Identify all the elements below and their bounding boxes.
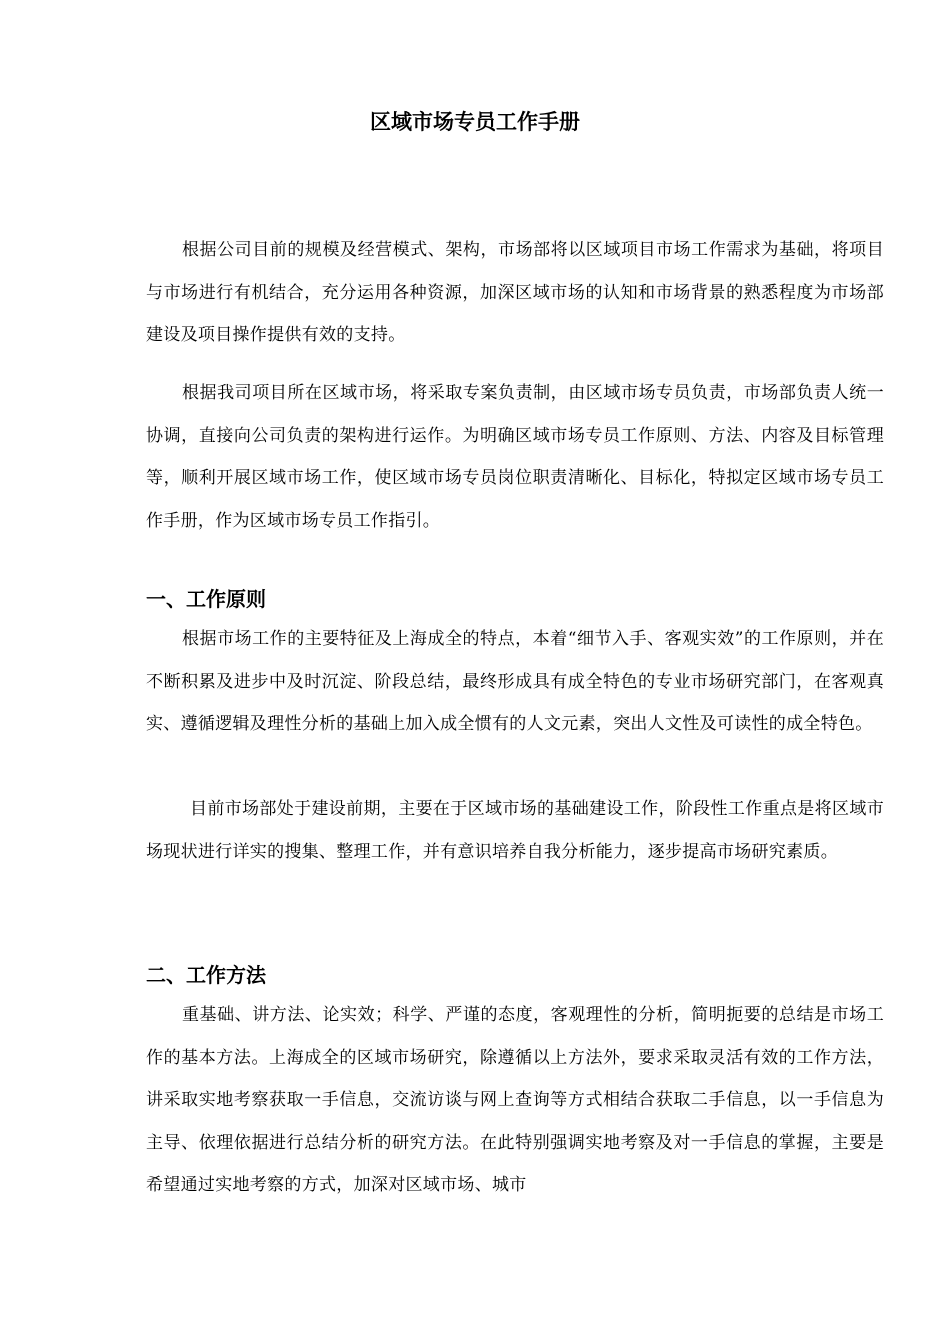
section-heading-principles: 一、工作原则 bbox=[146, 587, 266, 611]
intro-paragraph-1: 根据公司目前的规模及经营模式、架构，市场部将以区域项目市场工作需求为基础，将项目与市场进行有机结合，充分运用各种资源，加深区域市场的认知和市场背景的熟悉程度为市场部建设及项目操作提供有效的支持。 bbox=[146, 240, 884, 346]
principles-paragraph-1: 根据市场工作的主要特征及上海成全的特点，本着“细节入手、客观实效”的工作原则，并在不断积累及进步中及时沉淀、阶段总结，最终形成具有成全特色的专业市场研究部门，在客观真实、遵循逻辑及理性分析的基础上加入成全惯有的人文元素，突出人文性及可读性的成全特色。 bbox=[146, 629, 884, 735]
section-heading-methods: 二、工作方法 bbox=[146, 963, 266, 987]
methods-paragraph-1: 重基础、讲方法、论实效；科学、严谨的态度，客观理性的分析，简明扼要的总结是市场工作的基本方法。上海成全的区域市场研究，除遵循以上方法外，要求采取灵活有效的工作方法，讲采取实地考察获取一手信息，交流访谈与网上查询等方式相结合获取二手信息，以一手信息为主导、依理依据进行总结分析的研究方法。在此特别强调实地考察及对一手信息的掌握，主要是希望通过实地考察的方式，加深对区域市场、城市 bbox=[146, 1005, 884, 1196]
document-title: 区域市场专员工作手册 bbox=[370, 110, 580, 134]
intro-paragraph-2: 根据我司项目所在区域市场，将采取专案负责制，由区域市场专员负责，市场部负责人统一协调，直接向公司负责的架构进行运作。为明确区域市场专员工作原则、方法、内容及目标管理等，顺利开展区域市场工作，使区域市场专员岗位职责清晰化、目标化，特拟定区域市场专员工作手册，作为区域市场专员工作指引。 bbox=[146, 383, 884, 531]
principles-paragraph-2: 目前市场部处于建设前期，主要在于区域市场的基础建设工作，阶段性工作重点是将区域市场现状进行详实的搜集、整理工作，并有意识培养自我分析能力，逐步提高市场研究素质。 bbox=[146, 799, 884, 862]
